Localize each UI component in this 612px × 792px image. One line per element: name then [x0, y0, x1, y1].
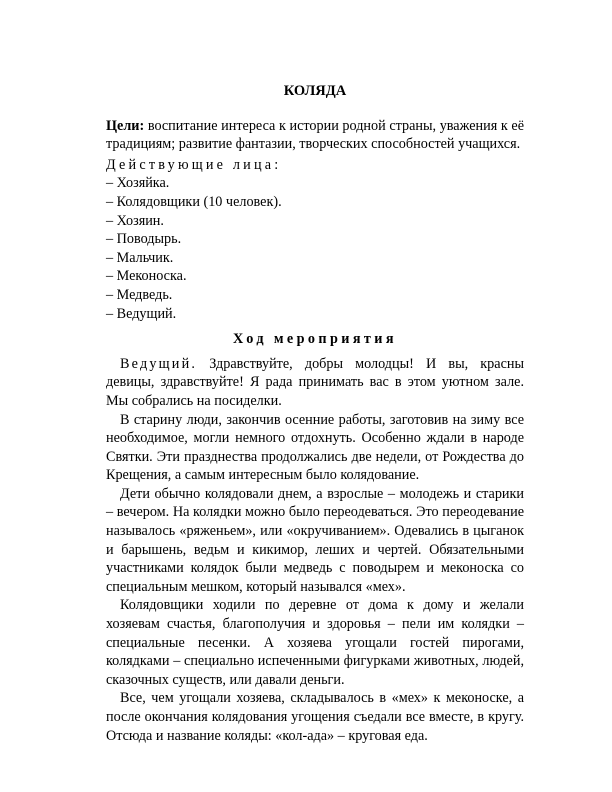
cast-item: – Мальчик.	[106, 249, 174, 266]
cast-heading: Действующие лица:	[106, 156, 282, 173]
body-paragraph: Колядовщики ходили по деревне от дома к дому и желали хозяевам счастья, благополучия и здоровья – пели им колядки – специальные песенки. А хозяева угощали гостей пирогами, колядками – специально испеченными фигурками животных, людей, сказочных существ, или давали деньги.	[106, 597, 524, 688]
section-heading: Ход мероприятия	[233, 331, 397, 348]
cast-item: – Хозяйка.	[106, 175, 170, 192]
body-paragraph: В старину люди, закончив осенние работы, заготовив на зиму все необходимое, могли немного отдохнуть. Особенно ждали в народе Святки. Эти празднества продолжались две недели, от Рождества до Крещения, а самым интересным было колядование.	[106, 411, 524, 484]
body-paragraph: Дети обычно колядовали днем, а взрослые – молодежь и старики – вечером. На колядки можно было переодеваться. Это переодевание называлось «ряженьем», или «окручиванием». Одевались в цыганок и барышень, ведьм и кикимор, леших и чертей. Обязательными участниками колядок были медведь с поводырем и меконоска со специальным мешком, который назывался «мех».	[106, 485, 524, 595]
cast-item: – Ведущий.	[106, 305, 177, 322]
paragraph-text: Здравствуйте, добры молодцы! И вы, красны девицы, здравствуйте! Я рада принимать вас в этом уютном зале. Мы собрались на посиделки.	[106, 355, 524, 409]
goals-paragraph	[106, 117, 524, 154]
body-paragraph	[106, 355, 524, 411]
cast-item: – Меконоска.	[106, 268, 187, 285]
body-paragraph: Все, чем угощали хозяева, складывалось в «мех» к меконоске, а после окончания колядования угощения съедали все вместе, в кругу. Отсюда и название коляды: «кол-ада» – круговая еда.	[106, 690, 524, 744]
cast-item: – Колядовщики (10 человек).	[106, 193, 282, 210]
cast-list	[106, 174, 524, 323]
cast-item: – Медведь.	[106, 286, 173, 303]
speaker-label: Ведущий.	[120, 355, 198, 372]
document-page	[106, 82, 524, 745]
cast-item: – Хозяин.	[106, 212, 164, 229]
document-title: КОЛЯДА	[283, 83, 347, 99]
goals-text: воспитание интереса к истории родной страны, уважения к её традициям; развитие фантазии, творческих способностей учащихся.	[106, 117, 524, 153]
goals-label: Цели:	[106, 117, 145, 134]
cast-item: – Поводырь.	[106, 231, 182, 248]
